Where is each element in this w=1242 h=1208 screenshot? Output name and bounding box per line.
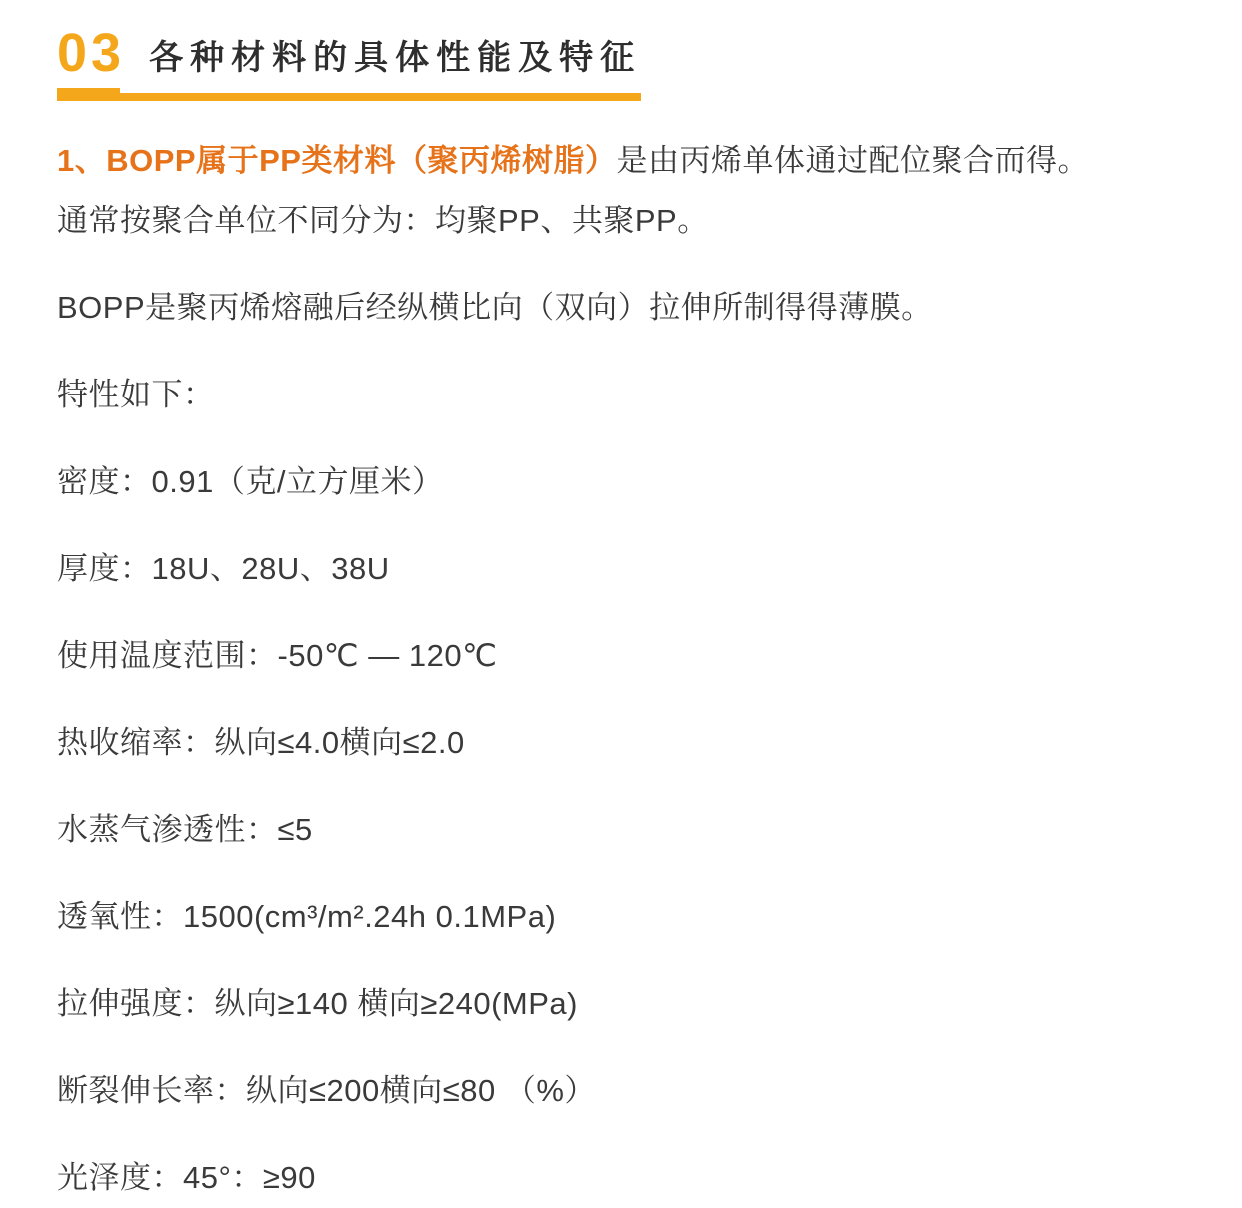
paragraph-thickness: 厚度：18U、28U、38U [57, 551, 390, 586]
paragraph-oxygen-permeability: 透氧性：1500(cm³/m².24h 0.1MPa) [57, 899, 557, 934]
paragraph-water-vapor-permeability: 水蒸气渗透性：≤5 [57, 812, 313, 847]
intro-paragraph [57, 131, 1172, 251]
section-header [57, 23, 1172, 83]
paragraph-features-intro: 特性如下： [57, 377, 215, 412]
paragraph-heat-shrinkage: 热收缩率：纵向≤4.0横向≤2.0 [57, 725, 465, 760]
section-title: 各种材料的具体性能及特征 [149, 39, 642, 77]
paragraph-elongation-at-break: 断裂伸长率：纵向≤200横向≤80 （%） [57, 1073, 596, 1108]
intro-line2: 通常按聚合单位不同分为：均聚PP、共聚PP。 [57, 203, 709, 238]
paragraph-bopp-description: BOPP是聚丙烯熔融后经纵横比向（双向）拉伸所制得得薄膜。 [57, 290, 933, 325]
intro-highlight: 1、BOPP属于PP类材料（聚丙烯树脂） [57, 143, 617, 178]
body-content [57, 131, 1172, 1208]
underline-thin-segment [120, 93, 641, 101]
title-underline [57, 88, 1172, 101]
intro-line1-rest: 是由丙烯单体通过配位聚合而得。 [616, 143, 1089, 178]
underline-thick-segment [57, 88, 120, 101]
paragraph-temperature-range: 使用温度范围：-50℃ — 120℃ [57, 638, 498, 673]
paragraph-density: 密度：0.91（克/立方厘米） [57, 464, 444, 499]
paragraph-gloss: 光泽度：45°：≥90 [57, 1160, 316, 1195]
paragraph-tensile-strength: 拉伸强度：纵向≥140 横向≥240(MPa) [57, 986, 578, 1021]
section-number: 03 [57, 23, 126, 83]
